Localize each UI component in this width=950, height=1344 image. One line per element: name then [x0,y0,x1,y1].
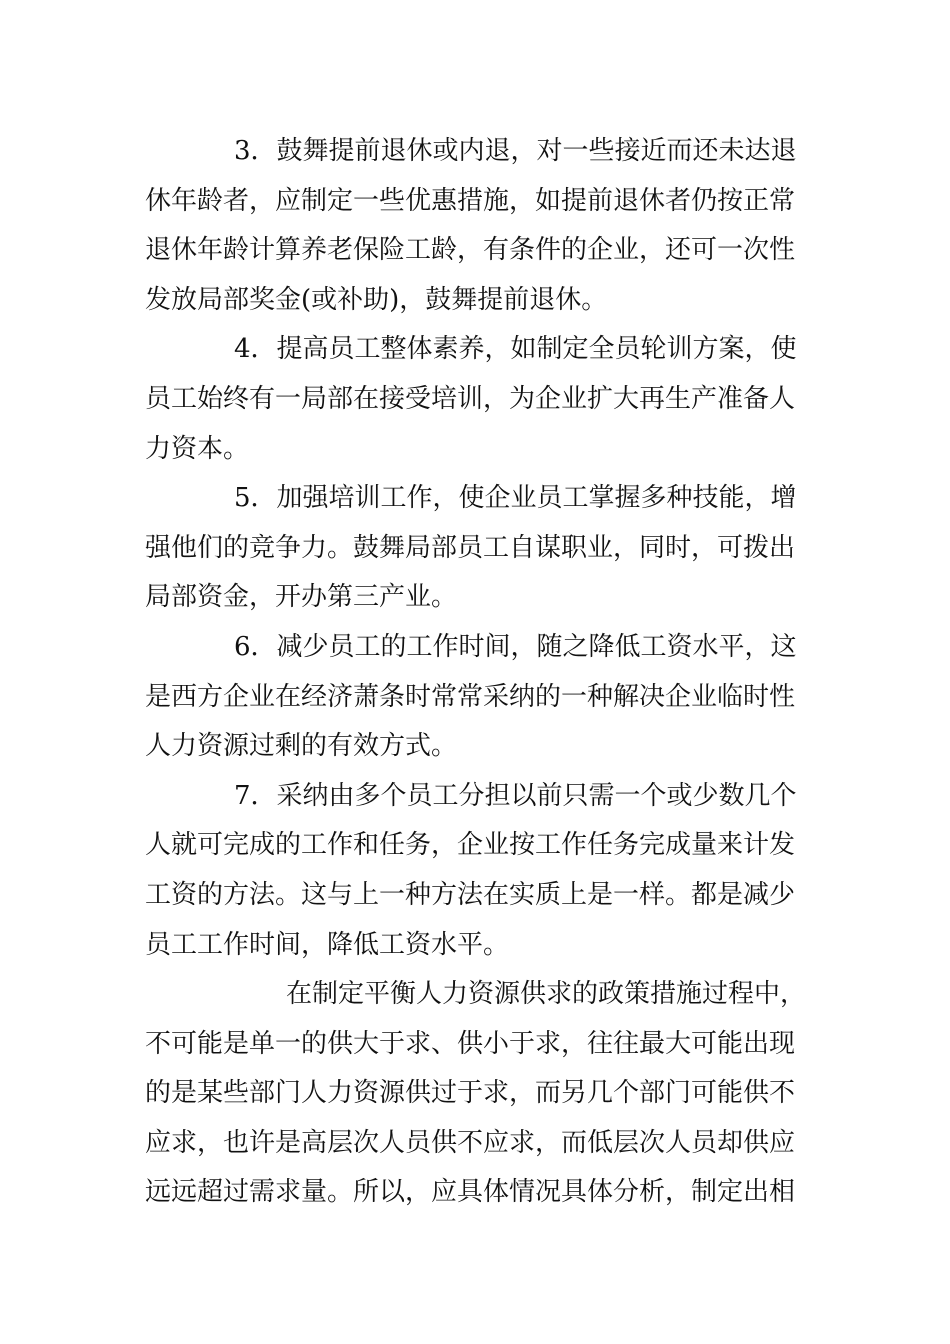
text-line: 应求，也许是高层次人员供不应求，而低层次人员却供应 [145,1127,796,1158]
text-line: 在制定平衡人力资源供求的政策措施过程中， [286,979,807,1010]
body-text [145,127,810,1218]
text-line: 5．加强培训工作，使企业员工掌握多种技能，增 [234,483,797,514]
paragraph-item-7 [145,772,810,970]
text-line: 人就可完成的工作和任务，企业按工作任务完成量来计发 [145,830,796,861]
text-line: 工资的方法。这与上一种方法在实质上是一样。都是减少 [145,879,796,910]
paragraph-item-5 [145,474,810,623]
paragraph-item-4 [145,325,810,474]
text-line: 3．鼓舞提前退休或内退，对一些接近而还未达退 [234,136,797,166]
text-line: 远远超过需求量。所以，应具体情况具体分析，制定出相 [145,1177,796,1208]
text-line: 发放局部奖金(或补助)，鼓舞提前退休。 [145,284,608,315]
text-line: 是西方企业在经济萧条时常常采纳的一种解决企业临时性 [145,681,796,712]
paragraph-item-3 [145,127,810,325]
text-line: 人力资源过剩的有效方式。 [145,731,458,762]
text-line: 力资本。 [145,433,250,464]
text-line: 不可能是单一的供大于求、供小于求，往往最大可能出现 [145,1028,796,1059]
text-line: 7．采纳由多个员工分担以前只需一个或少数几个 [234,780,797,811]
paragraph-item-6 [145,623,810,772]
text-line: 6．减少员工的工作时间，随之降低工资水平，这 [234,631,797,662]
text-line: 的是某些部门人力资源供过于求，而另几个部门可能供不 [145,1078,796,1109]
text-line: 强他们的竞争力。鼓舞局部员工自谋职业，同时，可拨出 [145,532,796,563]
text-line: 休年龄者，应制定一些优惠措施，如提前退休者仍按正常 [145,185,796,216]
text-line: 4．提高员工整体素养，如制定全员轮训方案，使 [234,334,797,365]
text-line: 退休年龄计算养老保险工龄，有条件的企业，还可一次性 [145,235,796,266]
text-line: 员工工作时间，降低工资水平。 [145,929,510,960]
text-line: 局部资金，开办第三产业。 [145,582,458,613]
text-line: 员工始终有一局部在接受培训，为企业扩大再生产准备人 [145,383,796,414]
paragraph-summary [145,970,810,1218]
